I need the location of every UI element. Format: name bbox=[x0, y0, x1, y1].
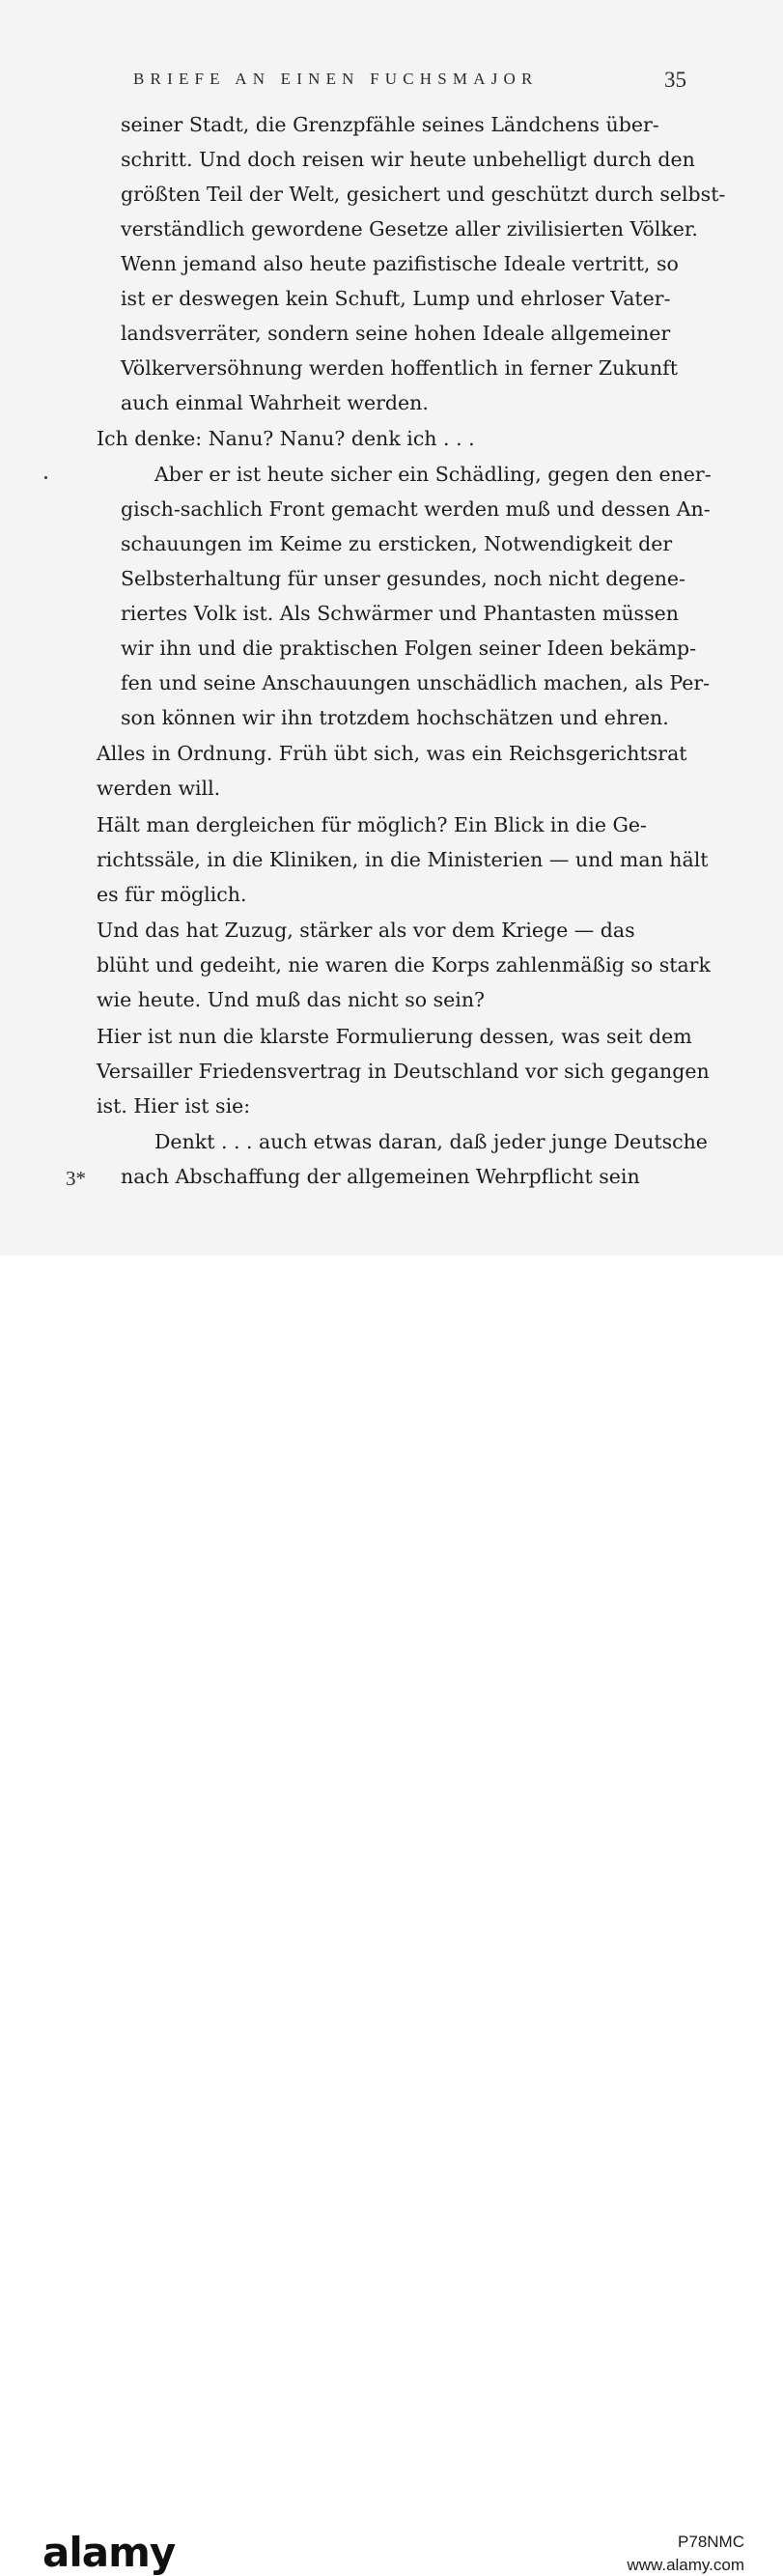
text-line: nach Abschaffung der allgemeinen Wehrpflicht sein bbox=[121, 1165, 640, 1188]
text-line: wie heute. Und muß das nicht so sein? bbox=[97, 988, 486, 1011]
text-line: Selbsterhaltung für unser gesundes, noch nicht degene- bbox=[121, 567, 685, 590]
text-line: Hält man dergleichen für möglich? Ein Blick in die Ge- bbox=[97, 813, 647, 836]
text-line: Ich denke: Nanu? Nanu? denk ich . . . bbox=[97, 427, 475, 450]
signature-mark: 3* bbox=[66, 1167, 86, 1190]
page-header bbox=[0, 68, 783, 97]
text-line: ist. Hier ist sie: bbox=[97, 1094, 251, 1118]
text-line: Versailler Friedensvertrag in Deutschland vor sich gegangen bbox=[97, 1060, 710, 1083]
text-line: Wenn jemand also heute pazifistische Ideale vertritt, so bbox=[121, 252, 679, 275]
text-line: Hier ist nun die klarste Formulierung dessen, was seit dem bbox=[97, 1025, 692, 1048]
text-line: landsverräter, sondern seine hohen Ideale allgemeiner bbox=[121, 322, 671, 345]
text-line: Denkt . . . auch etwas daran, daß jeder junge Deutsche bbox=[154, 1130, 708, 1153]
book-page bbox=[0, 0, 783, 1256]
text-line: richtssäle, in die Kliniken, in die Ministerien — und man hält bbox=[97, 848, 709, 871]
watermark-url: www.alamy.com bbox=[627, 2556, 744, 2574]
text-line: größten Teil der Welt, gesichert und geschützt durch selbst- bbox=[121, 183, 726, 206]
text-line: schauungen im Keime zu ersticken, Notwendigkeit der bbox=[121, 532, 673, 555]
text-line: ist er deswegen kein Schuft, Lump und ehrloser Vater- bbox=[121, 287, 671, 310]
text-line: werden will. bbox=[97, 777, 221, 800]
watermark-image-id: P78NMC bbox=[678, 2533, 744, 2551]
ink-speck bbox=[44, 476, 47, 479]
running-title: BRIEFE AN EINEN FUCHSMAJOR bbox=[133, 70, 539, 88]
text-line: riertes Volk ist. Als Schwärmer und Phantasten müssen bbox=[121, 602, 679, 625]
text-line: es für möglich. bbox=[97, 883, 247, 906]
text-line: schritt. Und doch reisen wir heute unbehelligt durch den bbox=[121, 148, 695, 171]
text-line: blüht und gedeiht, nie waren die Korps zahlenmäßig so stark bbox=[97, 953, 711, 977]
text-line: Völkerversöhnung werden hoffentlich in ferner Zukunft bbox=[121, 356, 678, 380]
text-line: wir ihn und die praktischen Folgen seiner Ideen bekämp- bbox=[121, 637, 697, 660]
text-line: Aber er ist heute sicher ein Schädling, gegen den ener- bbox=[154, 463, 712, 486]
watermark-bar bbox=[0, 1256, 783, 2576]
text-line: Alles in Ordnung. Früh übt sich, was ein Reichsgerichtsrat bbox=[97, 742, 687, 765]
page-number: 35 bbox=[664, 68, 686, 92]
text-line: gisch-sachlich Front gemacht werden muß und dessen An- bbox=[121, 497, 711, 521]
text-line: fen und seine Anschauungen unschädlich machen, als Per- bbox=[121, 671, 711, 694]
text-line: verständlich gewordene Gesetze aller zivilisierten Völker. bbox=[121, 217, 698, 241]
watermark-logo: alamy bbox=[42, 2529, 176, 2576]
text-line: Und das hat Zuzug, stärker als vor dem Kriege — das bbox=[97, 919, 635, 942]
text-line: auch einmal Wahrheit werden. bbox=[121, 391, 429, 414]
text-line: seiner Stadt, die Grenzpfähle seines Ländchens über- bbox=[121, 113, 659, 136]
text-line: son können wir ihn trotzdem hochschätzen und ehren. bbox=[121, 706, 669, 729]
